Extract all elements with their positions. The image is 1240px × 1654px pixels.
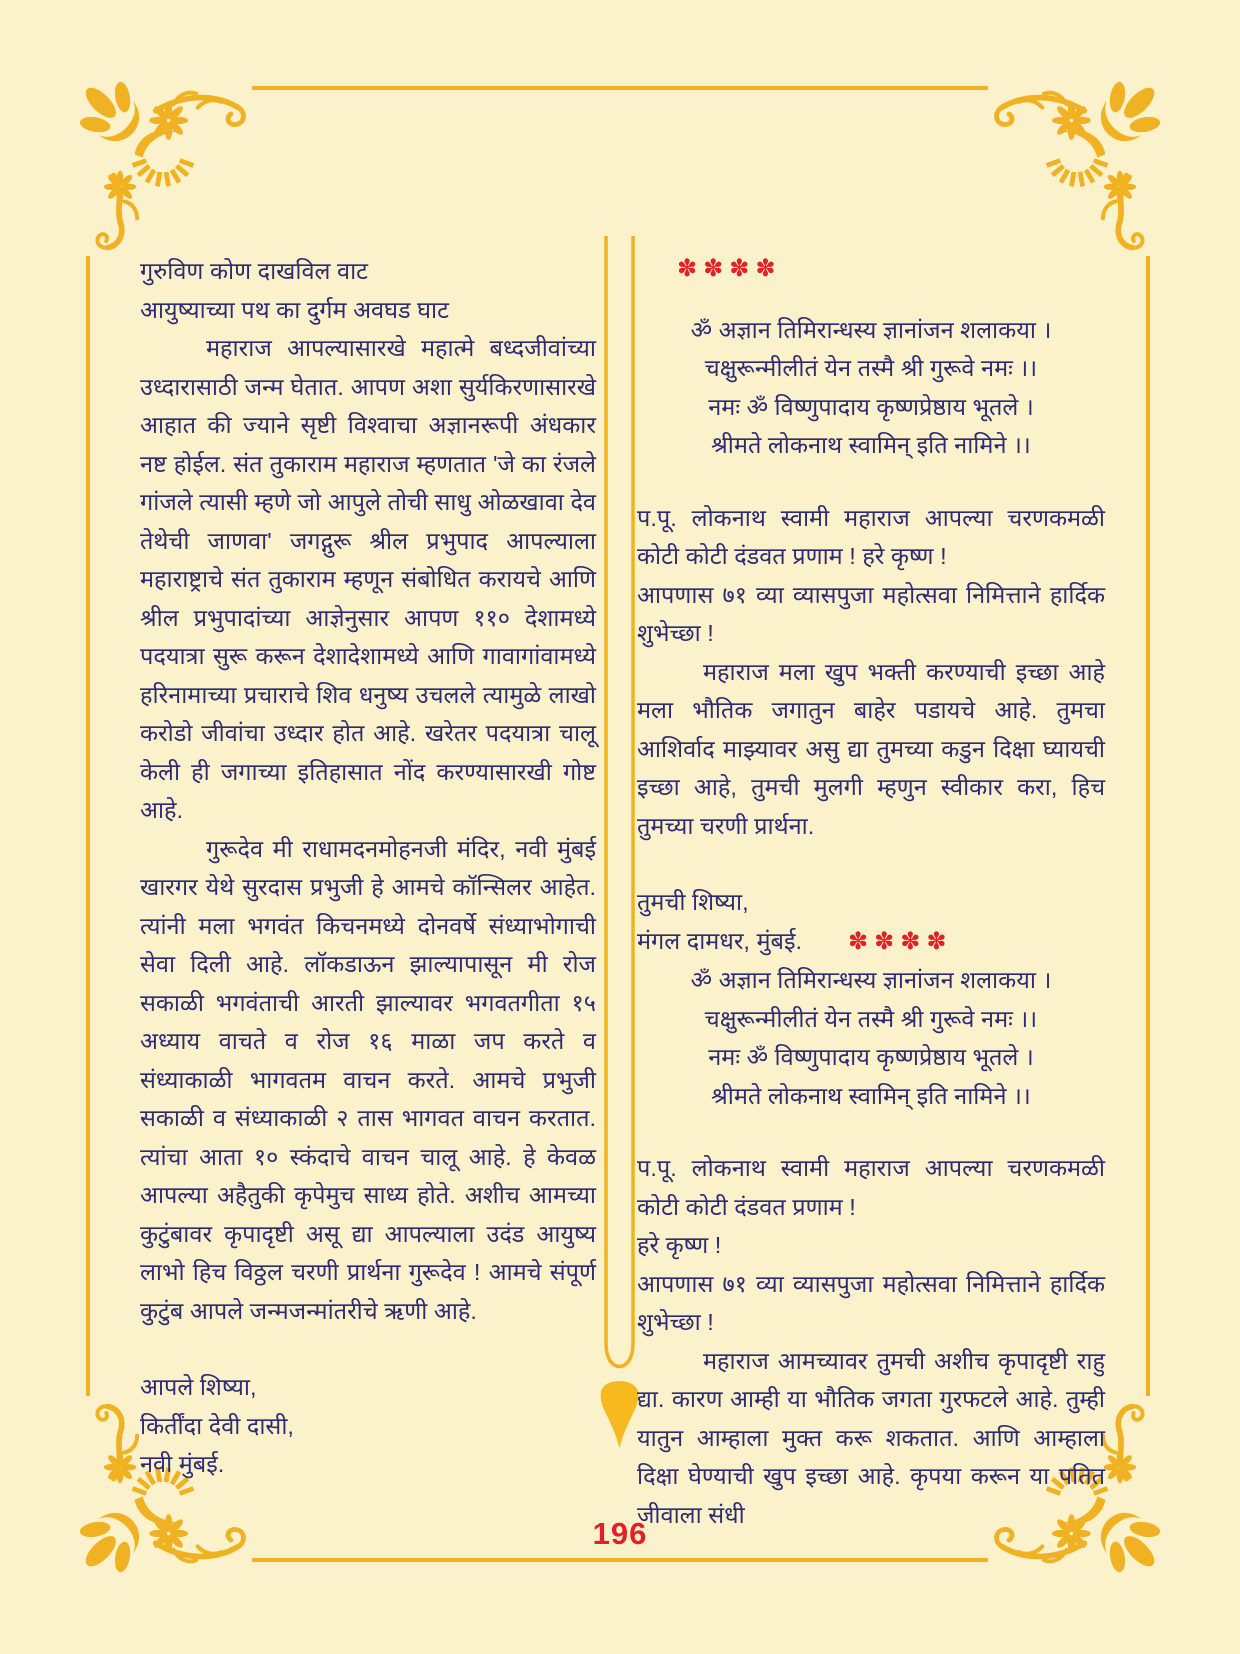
signature-line: नवी मुंबई. bbox=[140, 1451, 225, 1477]
left-paragraph-2: गुरूदेव मी राधामदनमोहनजी मंदिर, नवी मुंबई खारगर येथे सुरदास प्रभुजी हे आमचे कॉन्सिलर आहेत. त्यांनी मला भगवंत किचनमध्ये दोनवर्षे संध्याभोगाची सेवा दिली आहे. लॉकडाऊन झाल्यापासून मी रोज सकाळी भगवंताची आरती झाल्यावर भगवतगीता १५ अध्याय वाचते व रोज १६ माळा जप करते व संध्याकाळी भागवतम वाचन करते. आमचे प्रभुजी सकाळी व संध्याकाळी २ तास भागवत वाचन करतात. त्यांचा आता १० स्कंदाचे वाचन चालू आहे. हे केवळ आपल्या अहैतुकी कृपेमुच साध्य होते. अशीच आमच्या कुटुंबावर कृपादृष्टी असू द्या आपल्याला उदंड आयुष्य लाभो हिच विठ्ठल चरणी प्रार्थना गुरूदेव ! आमचे संपूर्ण कुटुंब आपले जन्मजन्मांतरीचे ऋणी आहे. bbox=[140, 835, 596, 1324]
signature-line: आपले शिष्या, bbox=[140, 1374, 257, 1400]
letter2-hare-krishna: हरे कृष्ण ! bbox=[637, 1232, 722, 1258]
left-signature-block bbox=[140, 1368, 596, 1484]
asterisk-divider: ✽✽✽✽ bbox=[848, 927, 953, 955]
corner-flourish-top-left-icon bbox=[78, 80, 256, 258]
page-border-right bbox=[1146, 256, 1150, 1396]
shloka-line: ॐ अज्ञान तिमिरान्धस्य ज्ञानांजन शलाकया । bbox=[690, 967, 1052, 993]
shloka-line: नमः ॐ विष्णुपादाय कृष्णप्रेष्ठाय भूतले । bbox=[708, 393, 1034, 420]
asterisk-divider: ✽✽✽✽ bbox=[677, 255, 782, 282]
shloka-block-2 bbox=[637, 961, 1105, 1115]
letter2-salutation: प.पू. लोकनाथ स्वामी महाराज आपल्या चरणकमळी कोटी कोटी दंडवत प्रणाम ! bbox=[637, 1155, 1105, 1220]
letter1-greeting: आपणास ७१ व्या व्यासपुजा महोत्सवा निमित्ताने हार्दिक शुभेच्छा ! bbox=[637, 581, 1105, 646]
verse-line: आयुष्याच्या पथ का दुर्गम अवघड घाट bbox=[140, 296, 449, 323]
letter2-greeting: आपणास ७१ व्या व्यासपुजा महोत्सवा निमित्ताने हार्दिक शुभेच्छा ! bbox=[637, 1270, 1105, 1335]
page-border-left bbox=[86, 256, 90, 1396]
letter2-body: महाराज आमच्यावर तुमची अशीच कृपादृष्टी राहु द्या. कारण आम्ही या भौतिक जगता गुरफटले आहे. तुम्ही यातुन आम्हाला मुक्त करू शकतात. आणि आम्हाला दिक्षा घेण्याची खुप इच्छा आहे. कृपया करून या पतित जीवाला संधी bbox=[637, 1347, 1105, 1528]
shloka-line: नमः ॐ विष्णुपादाय कृष्णप्रेष्ठाय भूतले । bbox=[708, 1044, 1034, 1070]
signature-line: किर्तींदा देवी दासी, bbox=[140, 1412, 294, 1439]
verse-line: गुरुविण कोण दाखविल वाट bbox=[140, 258, 369, 284]
right-column bbox=[637, 250, 1105, 1534]
shloka-line: श्रीमते लोकनाथ स्वामिन् इति नामिने ।। bbox=[711, 432, 1031, 458]
signature-line: मंगल दामधर, मुंबई. bbox=[637, 927, 803, 954]
letter1-salutation: प.पू. लोकनाथ स्वामी महाराज आपल्या चरणकमळी कोटी कोटी दंडवत प्रणाम ! हरे कृष्ण ! bbox=[637, 504, 1105, 569]
left-column bbox=[140, 252, 596, 1484]
signature-line: तुमची शिष्या, bbox=[637, 889, 749, 915]
page-number: 196 bbox=[592, 1516, 648, 1551]
left-paragraph-1: महाराज आपल्यासारखे महात्मे बध्दजीवांच्या उध्दारासाठी जन्म घेतात. आपण अशा सुर्यकिरणासारखे आहात की ज्याने सृष्टी विश्वाचा अज्ञानरूपी अंधकार नष्ट होईल. संत तुकाराम महाराज म्हणतात 'जे का रंजले गांजले त्यासी म्हणे जो आपुले तोची साधु ओळखावा देव तेथेची जाणवा' जगद्गुरू श्रील प्रभुपाद आपल्याला महाराष्ट्राचे संत तुकाराम म्हणून संबोधित करायचे आणि श्रील प्रभुपादांच्या आज्ञेनुसार आपण ११० देशामध्ये पदयात्रा सुरू करून देशादेशामध्ये आणि गावागांवामध्ये हरिनामाच्या प्रचाराचे शिव धनुष्य उचलले त्यामुळे लाखो करोडो जीवांचा उध्दार होत आहे. खरेतर पदयात्रा चालू केली ही जगाच्या इतिहासात नोंद करण्यासारखी गोष्ट आहे. bbox=[140, 335, 596, 823]
page-border-top bbox=[252, 86, 988, 90]
shloka-line: चक्षुरून्मीलीतं येन तस्मै श्री गुरूवे नमः ।। bbox=[704, 1005, 1038, 1032]
letter1-body: महाराज मला खुप भक्ती करण्याची इच्छा आहे मला भौतिक जगातुन बाहेर पडायचे आहे. तुमचा आशिर्वाद माझ्यावर असु द्या तुमच्या कडुन दिक्षा घ्यायची इच्छा आहे, तुमची मुलगी म्हणुन स्वीकार करा, हिच तुमच्या चरणी प्रार्थना. bbox=[637, 658, 1105, 839]
shloka-line: ॐ अज्ञान तिमिरान्धस्य ज्ञानांजन शलाकया । bbox=[690, 316, 1052, 343]
shloka-block-1 bbox=[637, 311, 1105, 465]
corner-flourish-top-right-icon bbox=[984, 80, 1162, 258]
shloka-line: चक्षुरून्मीलीतं येन तस्मै श्री गुरूवे नमः ।। bbox=[704, 355, 1038, 381]
page-border-bottom bbox=[252, 1558, 988, 1562]
letter1-signature-block bbox=[637, 883, 1105, 961]
shloka-line: श्रीमते लोकनाथ स्वामिन् इति नामिने ।। bbox=[711, 1082, 1031, 1109]
